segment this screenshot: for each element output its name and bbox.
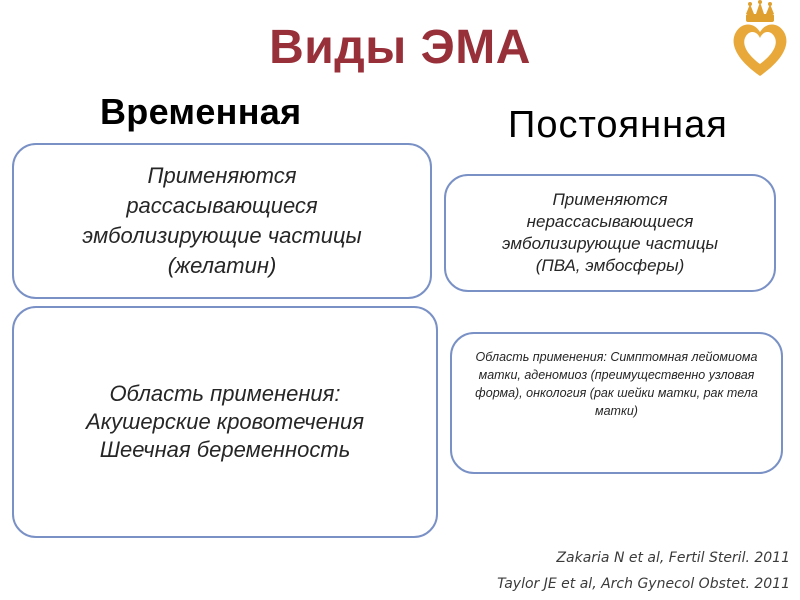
permanent-particles-box [444, 174, 776, 292]
slide-title: Виды ЭМА [269, 21, 531, 74]
text-line: Акушерские кровотечения [86, 409, 364, 434]
heading-temporary: Временная [100, 91, 302, 132]
temporary-particles-box [12, 143, 432, 299]
text-line: рассасывающиеся [126, 193, 318, 218]
text-line: эмболизирующие частицы [82, 223, 362, 248]
text-line: Шеечная беременность [99, 437, 351, 462]
text-line: (желатин) [167, 253, 277, 278]
temporary-application-text [86, 380, 364, 464]
text-line: (ПВА, эмбосферы) [535, 256, 685, 275]
text-line: Область применения: [109, 381, 341, 406]
temporary-particles-text [82, 161, 361, 281]
reference-citation: Taylor JE et al, Arch Gynecol Obstet. 2011 [497, 576, 790, 592]
heading-permanent: Постоянная [508, 104, 728, 146]
temporary-application-box [12, 306, 438, 538]
text-line: Применяются [552, 190, 668, 209]
permanent-application-text: Область применения: Симптомная лейомиома матки, аденомиоз (преимущественно узловая форма), онкология (рак шейки матки, рак тела матки) [475, 350, 758, 418]
permanent-application-box [450, 332, 783, 474]
text-line: эмболизирующие частицы [502, 234, 718, 253]
text-line: нерассасывающиеся [526, 212, 694, 231]
text-line: Применяются [147, 163, 297, 188]
permanent-particles-text [502, 189, 718, 277]
crowned-heart-logo-icon [728, 0, 792, 80]
reference-citation: Zakaria N et al, Fertil Steril. 2011 [556, 550, 790, 566]
